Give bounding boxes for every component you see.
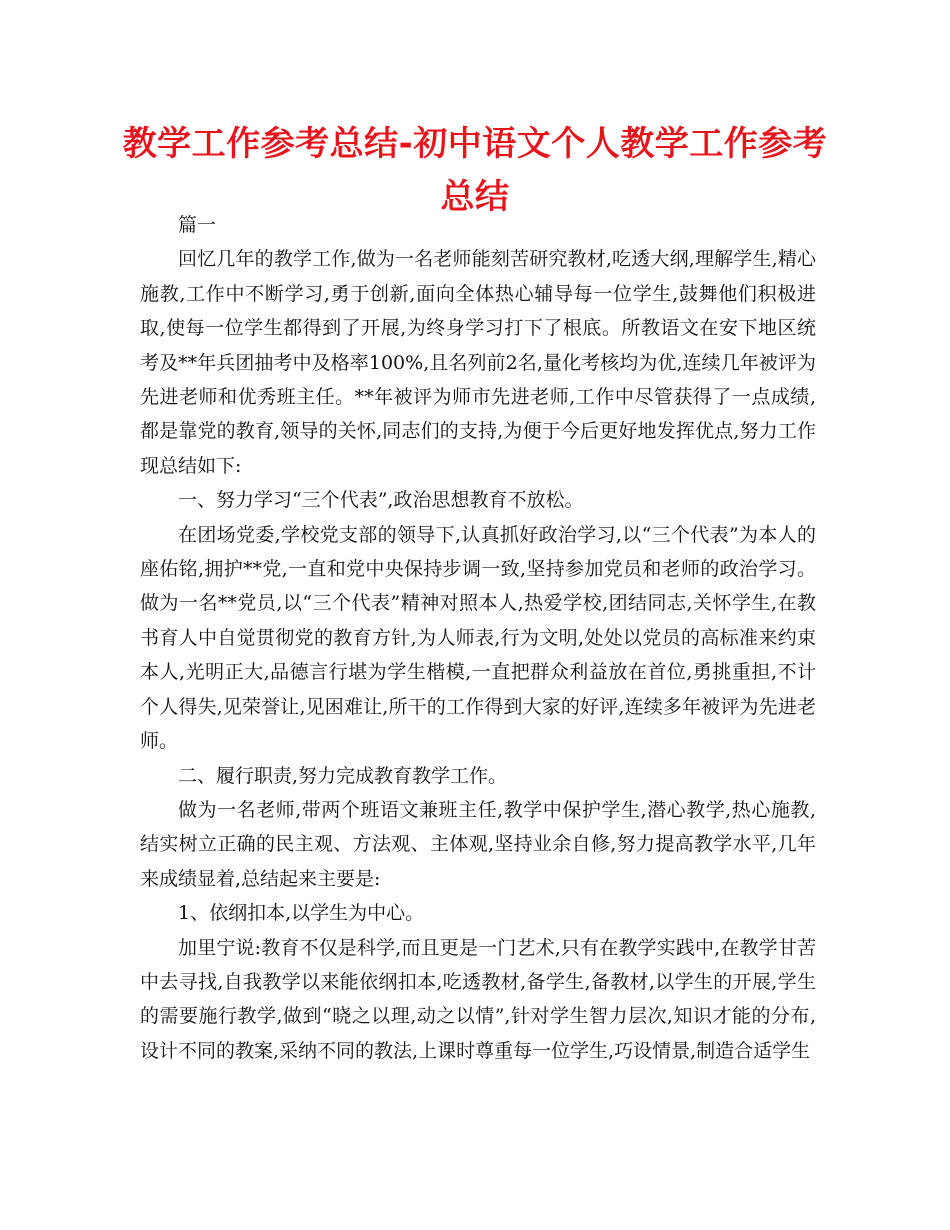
body-paragraph: 做为一名老师,带两个班语文兼班主任,教学中保护学生,潜心教学,热心施教,结实树立正确的民主观、方法观、主体观,坚持业余自修,努力提高教学水平,几年来成绩显着,总结起来主要是: — [140, 798, 816, 890]
section-heading: 一、努力学习“三个代表”,政治思想教育不放松。 — [178, 489, 584, 512]
document-body — [140, 208, 816, 1068]
section-heading: 二、履行职责,努力完成教育教学工作。 — [178, 764, 508, 787]
subsection-heading: 1、依纲扣本,以学生为中心。 — [178, 902, 425, 925]
body-paragraph: 回忆几年的教学工作,做为一名老师能刻苦研究教材,吃透大纲,理解学生,精心施教,工作中不断学习,勇于创新,面向全体热心辅导每一位学生,鼓舞他们积极进取,使每一位学生都得到了开展,为终身学习打下了根底。所教语文在安下地区统考及**年兵团抽考中及格率100%,且名列前2名,量化考核均为优,连续几年被评为先进老师和优秀班主任。**年被评为师市先进老师,工作中尽管获得了一点成绩,都是靠党的教育,领导的关怀,同志们的支持,为便于今后更好地发挥优点,努力工作现总结如下: — [140, 248, 816, 477]
document-title: 教学工作参考总结-初中语文个人教学工作参考总结 — [122, 124, 828, 217]
section-label: 篇一 — [178, 214, 217, 236]
body-paragraph: 加里宁说:教育不仅是科学,而且更是一门艺术,只有在教学实践中,在教学甘苦中去寻找,自我教学以来能依纲扣本,吃透教材,备学生,备教材,以学生的开展,学生的需要施行教学,做到“晓之以理,动之以情”,针对学生智力层次,知识才能的分布,设计不同的教案,采纳不同的教法,上课时尊重每一位学生,巧设情景,制造合适学生 — [140, 936, 816, 1062]
body-paragraph: 在团场党委,学校党支部的领导下,认真抓好政治学习,以“三个代表”为本人的座佑铭,拥护**党,一直和党中央保持步调一致,坚持参加党员和老师的政治学习。做为一名**党员,以“三个代表”精神对照本人,热爱学校,团结同志,关怀学生,在教书育人中自觉贯彻党的教育方针,为人师表,行为文明,处处以党员的高标准来约束本人,光明正大,品德言行堪为学生楷模,一直把群众利益放在首位,勇挑重担,不计个人得失,见荣誉让,见困难让,所干的工作得到大家的好评,连续多年被评为先进老师。 — [140, 523, 816, 753]
